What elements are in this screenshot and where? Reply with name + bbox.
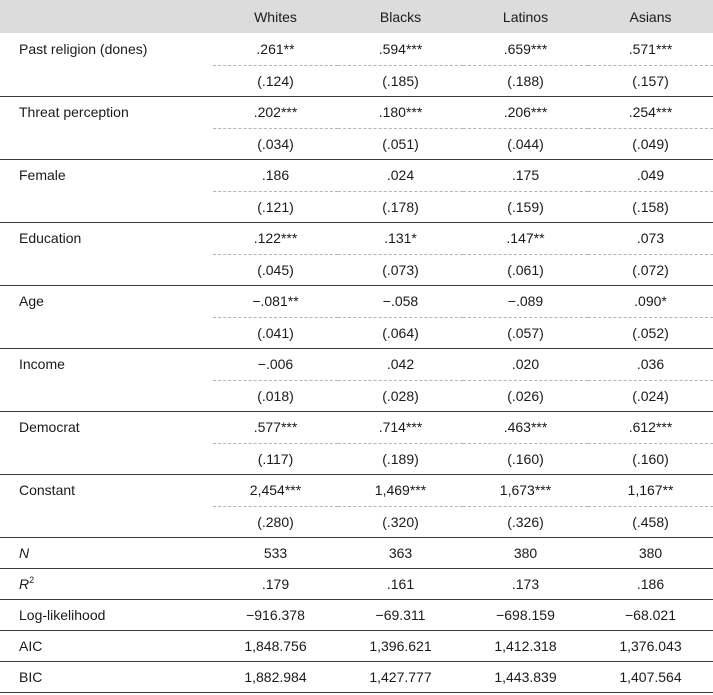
- se-cell: (.189): [338, 443, 463, 474]
- se-cell: (.051): [338, 128, 463, 159]
- row-label: Threat perception: [0, 96, 213, 128]
- stat-cell: 1,376.043: [588, 630, 713, 661]
- estimate-cell: 1,167**: [588, 474, 713, 506]
- table-row: [0, 222, 713, 254]
- row-label-empty: [0, 128, 213, 159]
- se-cell: (.028): [338, 380, 463, 411]
- row-label: Female: [0, 159, 213, 191]
- header-whites: Whites: [254, 8, 297, 25]
- table-row: [0, 254, 713, 285]
- se-cell: (.124): [213, 65, 338, 96]
- estimate-cell: 1,469***: [338, 474, 463, 506]
- estimate-cell: 2,454***: [213, 474, 338, 506]
- se-cell: (.064): [338, 317, 463, 348]
- stat-cell: 1,443.839: [463, 661, 588, 692]
- estimate-cell: .122***: [213, 222, 338, 254]
- table-row: [0, 191, 713, 222]
- estimate-cell: .042: [338, 348, 463, 380]
- se-cell: (.160): [463, 443, 588, 474]
- header-row: [0, 0, 713, 33]
- estimate-cell: .261**: [256, 40, 295, 57]
- estimate-cell: .049: [588, 159, 713, 191]
- header-latinos: Latinos: [502, 8, 549, 25]
- se-cell: (.018): [213, 380, 338, 411]
- estimate-cell: .659***: [503, 40, 548, 57]
- se-cell: (.057): [463, 317, 588, 348]
- stat-label-n: N: [0, 537, 213, 568]
- stat-label-aic: AIC: [0, 630, 213, 661]
- stat-cell: 380: [463, 537, 588, 568]
- estimate-cell: .090*: [588, 285, 713, 317]
- se-cell: (.117): [213, 443, 338, 474]
- estimate-cell: .186: [213, 159, 338, 191]
- estimate-cell: .612***: [588, 411, 713, 443]
- se-cell: (.045): [213, 254, 338, 285]
- header-asians: Asians: [629, 8, 672, 25]
- se-cell: (.044): [463, 128, 588, 159]
- stat-cell: 380: [588, 537, 713, 568]
- table-row: [0, 285, 713, 317]
- estimate-cell: .147**: [463, 222, 588, 254]
- se-cell: (.185): [338, 65, 463, 96]
- se-cell: (.188): [463, 65, 588, 96]
- se-cell: (.073): [338, 254, 463, 285]
- se-cell: (.320): [338, 506, 463, 537]
- row-label-empty: [0, 317, 213, 348]
- stat-cell: 1,882.984: [213, 661, 338, 692]
- estimate-cell: .131*: [338, 222, 463, 254]
- se-cell: (.326): [463, 506, 588, 537]
- table-row: [0, 128, 713, 159]
- estimate-cell: .024: [338, 159, 463, 191]
- row-label-empty: [0, 380, 213, 411]
- row-label: Age: [0, 285, 213, 317]
- estimate-cell: −.089: [463, 285, 588, 317]
- stat-cell: 1,427.777: [338, 661, 463, 692]
- estimate-cell: .463***: [463, 411, 588, 443]
- table-row: [0, 630, 713, 661]
- table-row: [0, 474, 713, 506]
- se-cell: (.158): [588, 191, 713, 222]
- table-row: [0, 661, 713, 692]
- se-cell: (.052): [588, 317, 713, 348]
- row-label-empty: [0, 65, 213, 96]
- table-row: [0, 348, 713, 380]
- table-row: [0, 443, 713, 474]
- table-row: [0, 65, 713, 96]
- stat-cell: 363: [338, 537, 463, 568]
- r-superscript: 2: [29, 574, 35, 585]
- r-symbol: R: [19, 575, 30, 592]
- row-label-empty: [0, 506, 213, 537]
- table-row: [0, 506, 713, 537]
- table-row: [0, 599, 713, 630]
- estimate-cell: −.058: [338, 285, 463, 317]
- estimate-cell: .254***: [588, 96, 713, 128]
- stat-label-bic: BIC: [0, 661, 213, 692]
- se-cell: (.159): [463, 191, 588, 222]
- se-cell: (.458): [588, 506, 713, 537]
- stat-label-loglik: Log-likelihood: [0, 599, 213, 630]
- estimate-cell: .571***: [628, 40, 673, 57]
- estimate-cell: .206***: [463, 96, 588, 128]
- row-label: Democrat: [0, 411, 213, 443]
- estimate-cell: .175: [463, 159, 588, 191]
- stat-cell: 533: [213, 537, 338, 568]
- stat-cell: −698.159: [463, 599, 588, 630]
- stat-cell: 1,396.621: [338, 630, 463, 661]
- se-cell: (.026): [463, 380, 588, 411]
- table-row: [0, 568, 713, 599]
- estimate-cell: .036: [588, 348, 713, 380]
- stat-cell: 1,848.756: [213, 630, 338, 661]
- table-row: [0, 159, 713, 191]
- se-cell: (.178): [338, 191, 463, 222]
- table-row: [0, 317, 713, 348]
- table-row: [0, 96, 713, 128]
- stat-cell: −69.311: [338, 599, 463, 630]
- table-row: [0, 380, 713, 411]
- row-label: Income: [0, 348, 213, 380]
- row-label: Constant: [0, 474, 213, 506]
- estimate-cell: −.006: [213, 348, 338, 380]
- stat-cell: 1,407.564: [588, 661, 713, 692]
- estimate-cell: .577***: [213, 411, 338, 443]
- row-label-empty: [0, 191, 213, 222]
- row-label-empty: [0, 443, 213, 474]
- estimate-cell: .180***: [338, 96, 463, 128]
- se-cell: (.121): [213, 191, 338, 222]
- table-row: [0, 537, 713, 568]
- se-cell: (.160): [588, 443, 713, 474]
- stat-cell: 1,412.318: [463, 630, 588, 661]
- estimate-cell: .020: [463, 348, 588, 380]
- se-cell: (.157): [588, 65, 713, 96]
- header-blacks: Blacks: [379, 8, 422, 25]
- estimate-cell: .594***: [378, 40, 423, 57]
- stat-cell: −68.021: [588, 599, 713, 630]
- row-label: Past religion (dones): [19, 41, 148, 57]
- se-cell: (.034): [213, 128, 338, 159]
- estimate-cell: −.081**: [213, 285, 338, 317]
- estimate-cell: .202***: [213, 96, 338, 128]
- stat-cell: −916.378: [213, 599, 338, 630]
- table-row: [0, 411, 713, 443]
- row-label: Education: [0, 222, 213, 254]
- se-cell: (.061): [463, 254, 588, 285]
- table-row: [0, 33, 713, 65]
- se-cell: (.072): [588, 254, 713, 285]
- stat-cell: .161: [338, 568, 463, 599]
- stat-label-r2: [0, 568, 213, 599]
- estimate-cell: .073: [588, 222, 713, 254]
- stat-cell: .173: [463, 568, 588, 599]
- row-label-empty: [0, 254, 213, 285]
- estimate-cell: .714***: [338, 411, 463, 443]
- stat-cell: .186: [588, 568, 713, 599]
- estimate-cell: 1,673***: [463, 474, 588, 506]
- se-cell: (.041): [213, 317, 338, 348]
- se-cell: (.024): [588, 380, 713, 411]
- se-cell: (.049): [588, 128, 713, 159]
- se-cell: (.280): [213, 506, 338, 537]
- header-corner: [0, 0, 213, 33]
- stat-cell: .179: [213, 568, 338, 599]
